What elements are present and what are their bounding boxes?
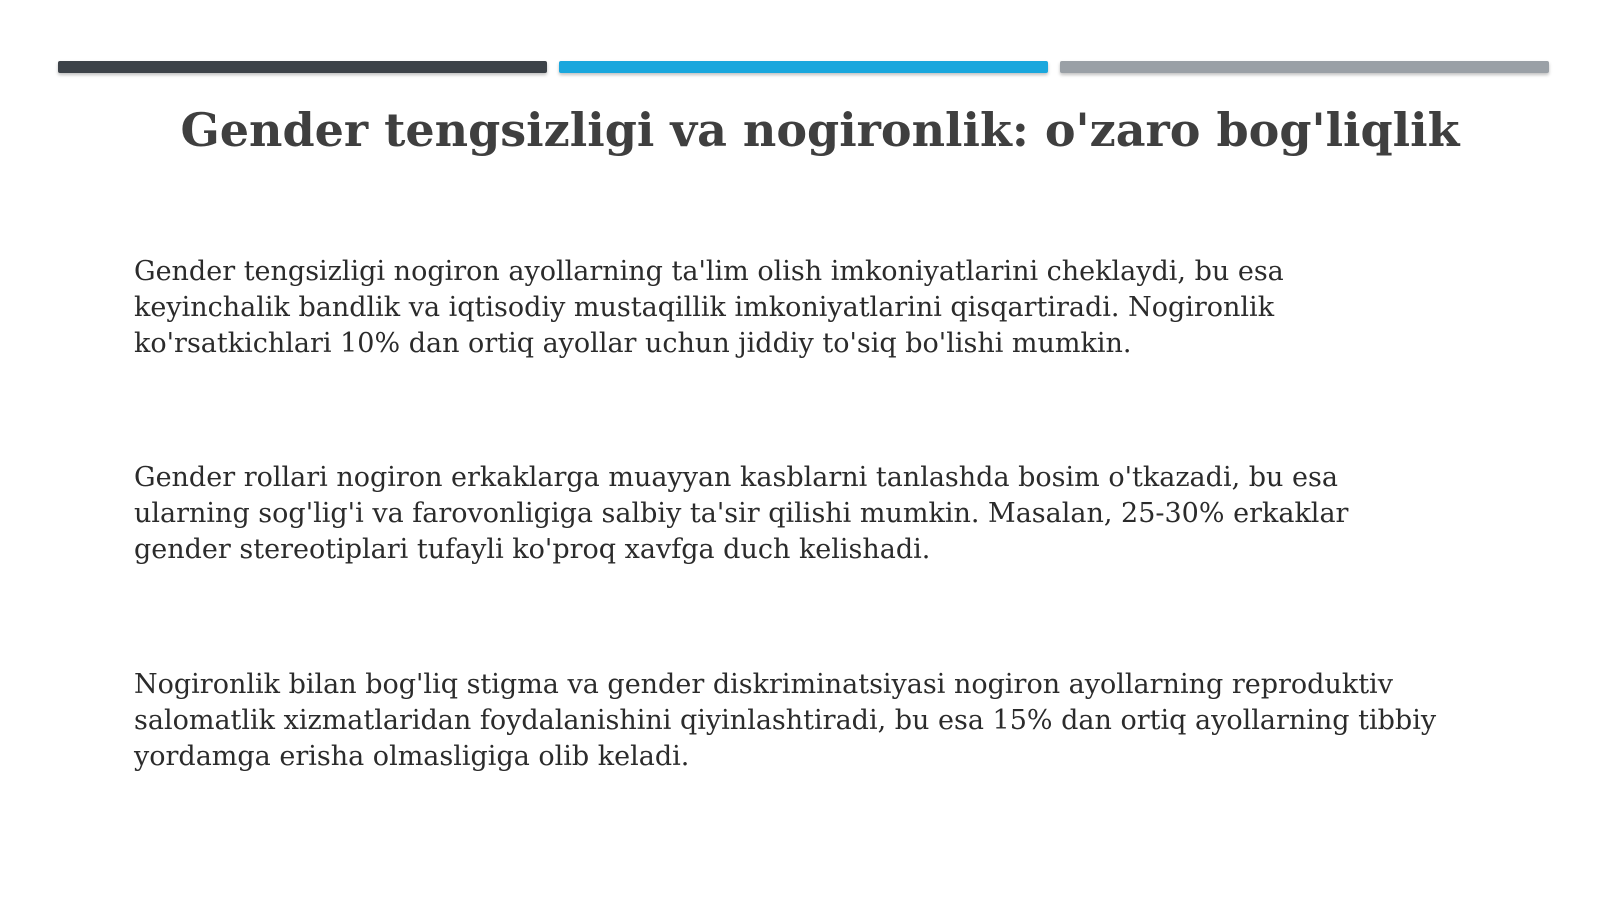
- paragraph-line: yordamga erisha olmasligiga olib keladi.: [134, 741, 690, 772]
- slide-title: Gender tengsizligi va nogironlik: o'zaro bog'liqlik: [180, 103, 1460, 157]
- paragraph-line: Nogironlik bilan bog'liq stigma va gender diskriminatsiyasi nogiron ayollarning reproduktiv: [134, 669, 1393, 700]
- paragraph-line: gender stereotiplari tufayli ko'proq xavfga duch kelishadi.: [134, 534, 931, 565]
- header-bar-gray: [1060, 61, 1549, 73]
- paragraph-line: salomatlik xizmatlaridan foydalanishini qiyinlashtiradi, bu esa 15% dan ortiq ayollarning tibbiy: [134, 705, 1437, 736]
- paragraph-line: ularning sog'lig'i va farovonligiga salbiy ta'sir qilishi mumkin. Masalan, 25-30% erkaklar: [134, 498, 1349, 529]
- paragraph-line: keyinchalik bandlik va iqtisodiy mustaqillik imkoniyatlarini qisqartiradi. Nogironlik: [134, 292, 1275, 323]
- paragraph-3: [134, 667, 1534, 775]
- header-bar-blue: [559, 61, 1048, 73]
- paragraph-2: [134, 460, 1534, 568]
- paragraph-line: Gender rollari nogiron erkaklarga muayyan kasblarni tanlashda bosim o'tkazadi, bu esa: [134, 462, 1338, 493]
- paragraph-line: ko'rsatkichlari 10% dan ortiq ayollar uchun jiddiy to'siq bo'lishi mumkin.: [134, 328, 1132, 359]
- paragraph-1: [134, 254, 1534, 362]
- paragraph-line: Gender tengsizligi nogiron ayollarning ta'lim olish imkoniyatlarini cheklaydi, bu esa: [134, 256, 1284, 287]
- header-bar-dark: [58, 61, 547, 73]
